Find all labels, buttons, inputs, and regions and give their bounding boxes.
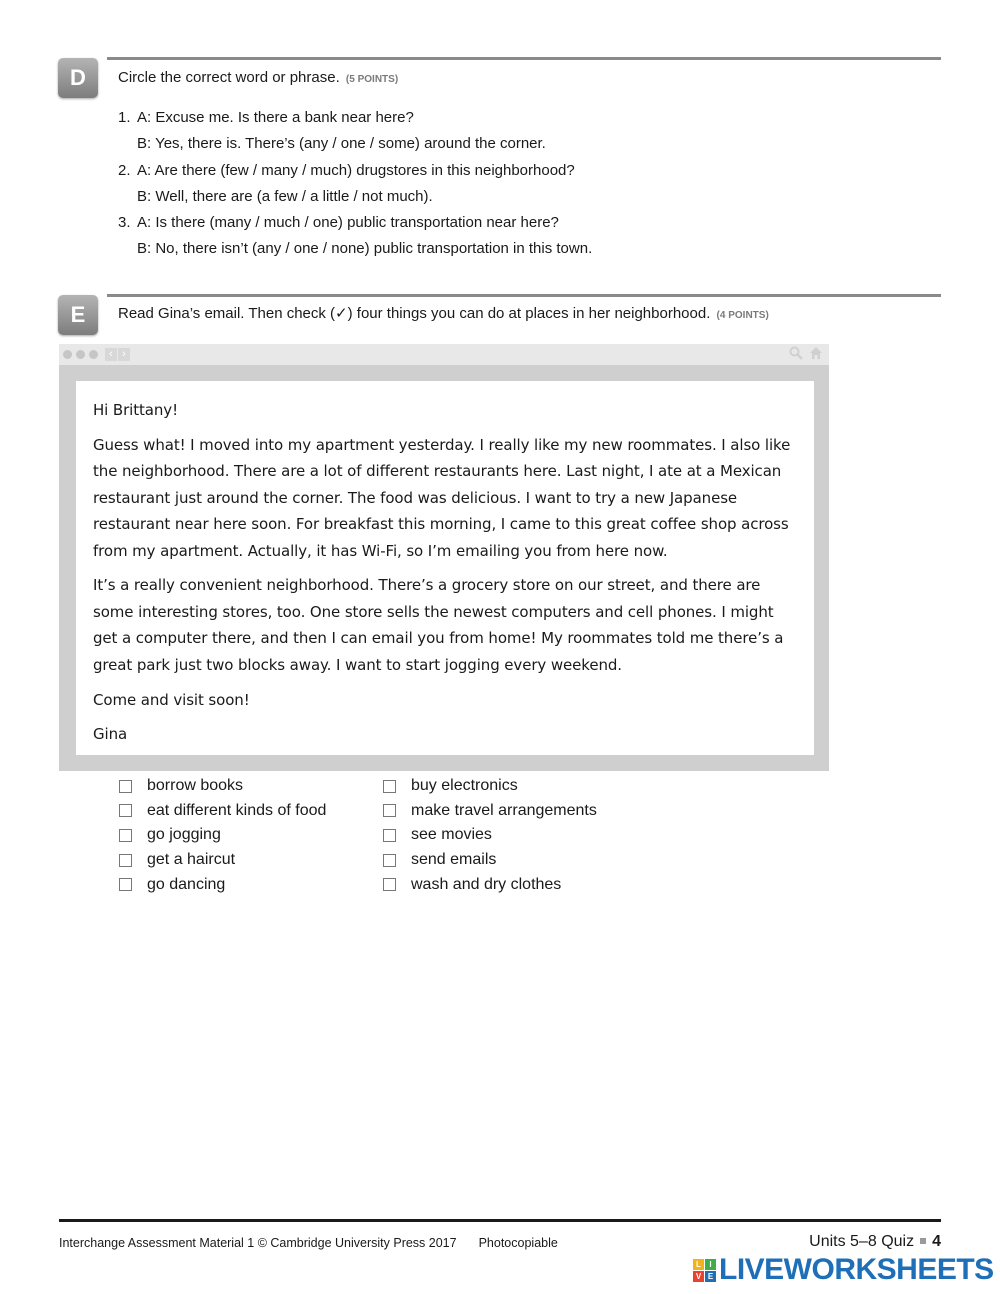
copyright-text: Interchange Assessment Material 1 © Cambridge University Press 2017: [59, 1236, 457, 1250]
option-label: send emails: [411, 851, 497, 869]
section-d-badge: D: [58, 58, 98, 98]
email-greeting: Hi Brittany!: [93, 401, 178, 419]
photocopiable-text: Photocopiable: [478, 1236, 558, 1250]
option-label: borrow books: [147, 777, 244, 795]
section-e-instruction: [118, 304, 769, 322]
question-1-b: [118, 133, 592, 159]
email-signature: Gina: [93, 725, 128, 744]
option-item[interactable]: [383, 848, 597, 873]
question-line[interactable]: B: Well, there are (a few / a little / not much).: [137, 187, 433, 205]
window-dot-icon: [63, 350, 72, 359]
question-2-b: [118, 186, 592, 212]
checkbox[interactable]: [119, 804, 132, 817]
footer-credits: [59, 1236, 558, 1250]
option-item[interactable]: [119, 774, 326, 799]
option-item[interactable]: [383, 774, 597, 799]
checkbox[interactable]: [119, 878, 132, 891]
checkbox[interactable]: [119, 854, 132, 867]
logo-letter: V: [693, 1271, 704, 1282]
section-d-instruction: [118, 69, 398, 86]
option-label: see movies: [411, 826, 492, 844]
section-d-question-list: [118, 107, 592, 265]
option-item[interactable]: [383, 799, 597, 824]
window-dot-icon: [76, 350, 85, 359]
email-paragraph: Guess what! I moved into my apartment yesterday. I really like my new roommates. I also like the neighborhood. There are a lot of different restaurants here. Last night, I ate at a Mexican restaurant just around the corner. The food was delicious. I want to try a new Japanese restaurant near here soon. For breakfast this morning, I came to this great coffee shop across from my apartment. Actually, it has Wi-Fi, so I’m emailing you from here now.: [93, 435, 791, 560]
email-closing: Come and visit soon!: [93, 690, 250, 709]
option-item[interactable]: [119, 848, 326, 873]
option-label: make travel arrangements: [411, 801, 597, 819]
option-label: get a haircut: [147, 851, 236, 869]
checkbox[interactable]: [383, 780, 396, 793]
footer-page-info: [809, 1233, 941, 1251]
checkbox[interactable]: [383, 878, 396, 891]
option-item[interactable]: [119, 872, 326, 897]
checkbox[interactable]: [383, 804, 396, 817]
email-paragraph: It’s a really convenient neighborhood. There’s a grocery store on our street, and there are some interesting stores, too. One store sells the newest computers and cell phones. I might get a computer there, and then I can email you from home! My roommates told me there’s a great park just two blocks away. I want to start jogging every weekend.: [93, 576, 784, 674]
home-icon[interactable]: [809, 346, 823, 364]
logo-letter: E: [705, 1271, 716, 1282]
question-line: A: Excuse me. Is there a bank near here?: [137, 109, 414, 126]
email-message: [76, 381, 814, 755]
options-column-right: [383, 774, 597, 897]
logo-grid-icon: [693, 1259, 716, 1282]
section-e-badge: E: [58, 295, 98, 335]
liveworksheets-logo: [693, 1254, 994, 1286]
question-1-a: [118, 107, 592, 133]
question-3-b: [118, 238, 592, 264]
checkbox[interactable]: [383, 829, 396, 842]
search-icon[interactable]: [789, 346, 803, 364]
question-line[interactable]: A: Are there (few / many / much) drugstores in this neighborhood?: [137, 161, 575, 179]
option-item[interactable]: [119, 799, 326, 824]
option-item[interactable]: [119, 823, 326, 848]
section-d-points: (5 POINTS): [345, 74, 399, 85]
option-item[interactable]: [383, 823, 597, 848]
logo-letter: I: [705, 1259, 716, 1270]
footer-rule: [59, 1219, 941, 1222]
question-number: 1.: [118, 109, 131, 126]
question-line[interactable]: B: Yes, there is. There’s (any / one / some) around the corner.: [137, 135, 546, 153]
back-button[interactable]: ‹: [105, 348, 117, 361]
section-e-rule: [107, 294, 941, 297]
quiz-label: Units 5–8 Quiz: [809, 1233, 915, 1250]
options-column-left: [119, 774, 326, 897]
option-label: go dancing: [147, 875, 226, 893]
question-2-a: [118, 160, 592, 186]
checkbox[interactable]: [119, 780, 132, 793]
checkbox[interactable]: [383, 854, 396, 867]
browser-toolbar: [59, 344, 829, 365]
option-item[interactable]: [383, 872, 597, 897]
option-label: buy electronics: [411, 777, 518, 795]
section-e-points: (4 POINTS): [716, 310, 769, 321]
question-line[interactable]: B: No, there isn’t (any / one / none) public transportation in this town.: [137, 240, 593, 258]
checkbox[interactable]: [119, 829, 132, 842]
forward-button[interactable]: ›: [118, 348, 130, 361]
question-number: 2.: [118, 161, 131, 179]
email-browser-window: [59, 344, 829, 771]
page-number: 4: [932, 1233, 941, 1250]
section-d-rule: [107, 57, 941, 60]
question-line[interactable]: A: Is there (many / much / one) public transportation near here?: [137, 214, 559, 232]
section-e-instruction-text: Read Gina’s email. Then check (✓) four things you can do at places in her neighborhood.: [118, 305, 711, 322]
separator-square-icon: [920, 1238, 926, 1244]
question-3-a: [118, 212, 592, 238]
logo-letter: L: [693, 1259, 704, 1270]
option-label: wash and dry clothes: [411, 875, 562, 893]
logo-wordmark: LIVEWORKSHEETS: [719, 1253, 994, 1286]
option-label: eat different kinds of food: [147, 801, 327, 819]
option-label: go jogging: [147, 826, 221, 844]
section-d-instruction-text: Circle the correct word or phrase.: [118, 69, 340, 86]
window-dot-icon: [89, 350, 98, 359]
question-number: 3.: [118, 214, 131, 232]
